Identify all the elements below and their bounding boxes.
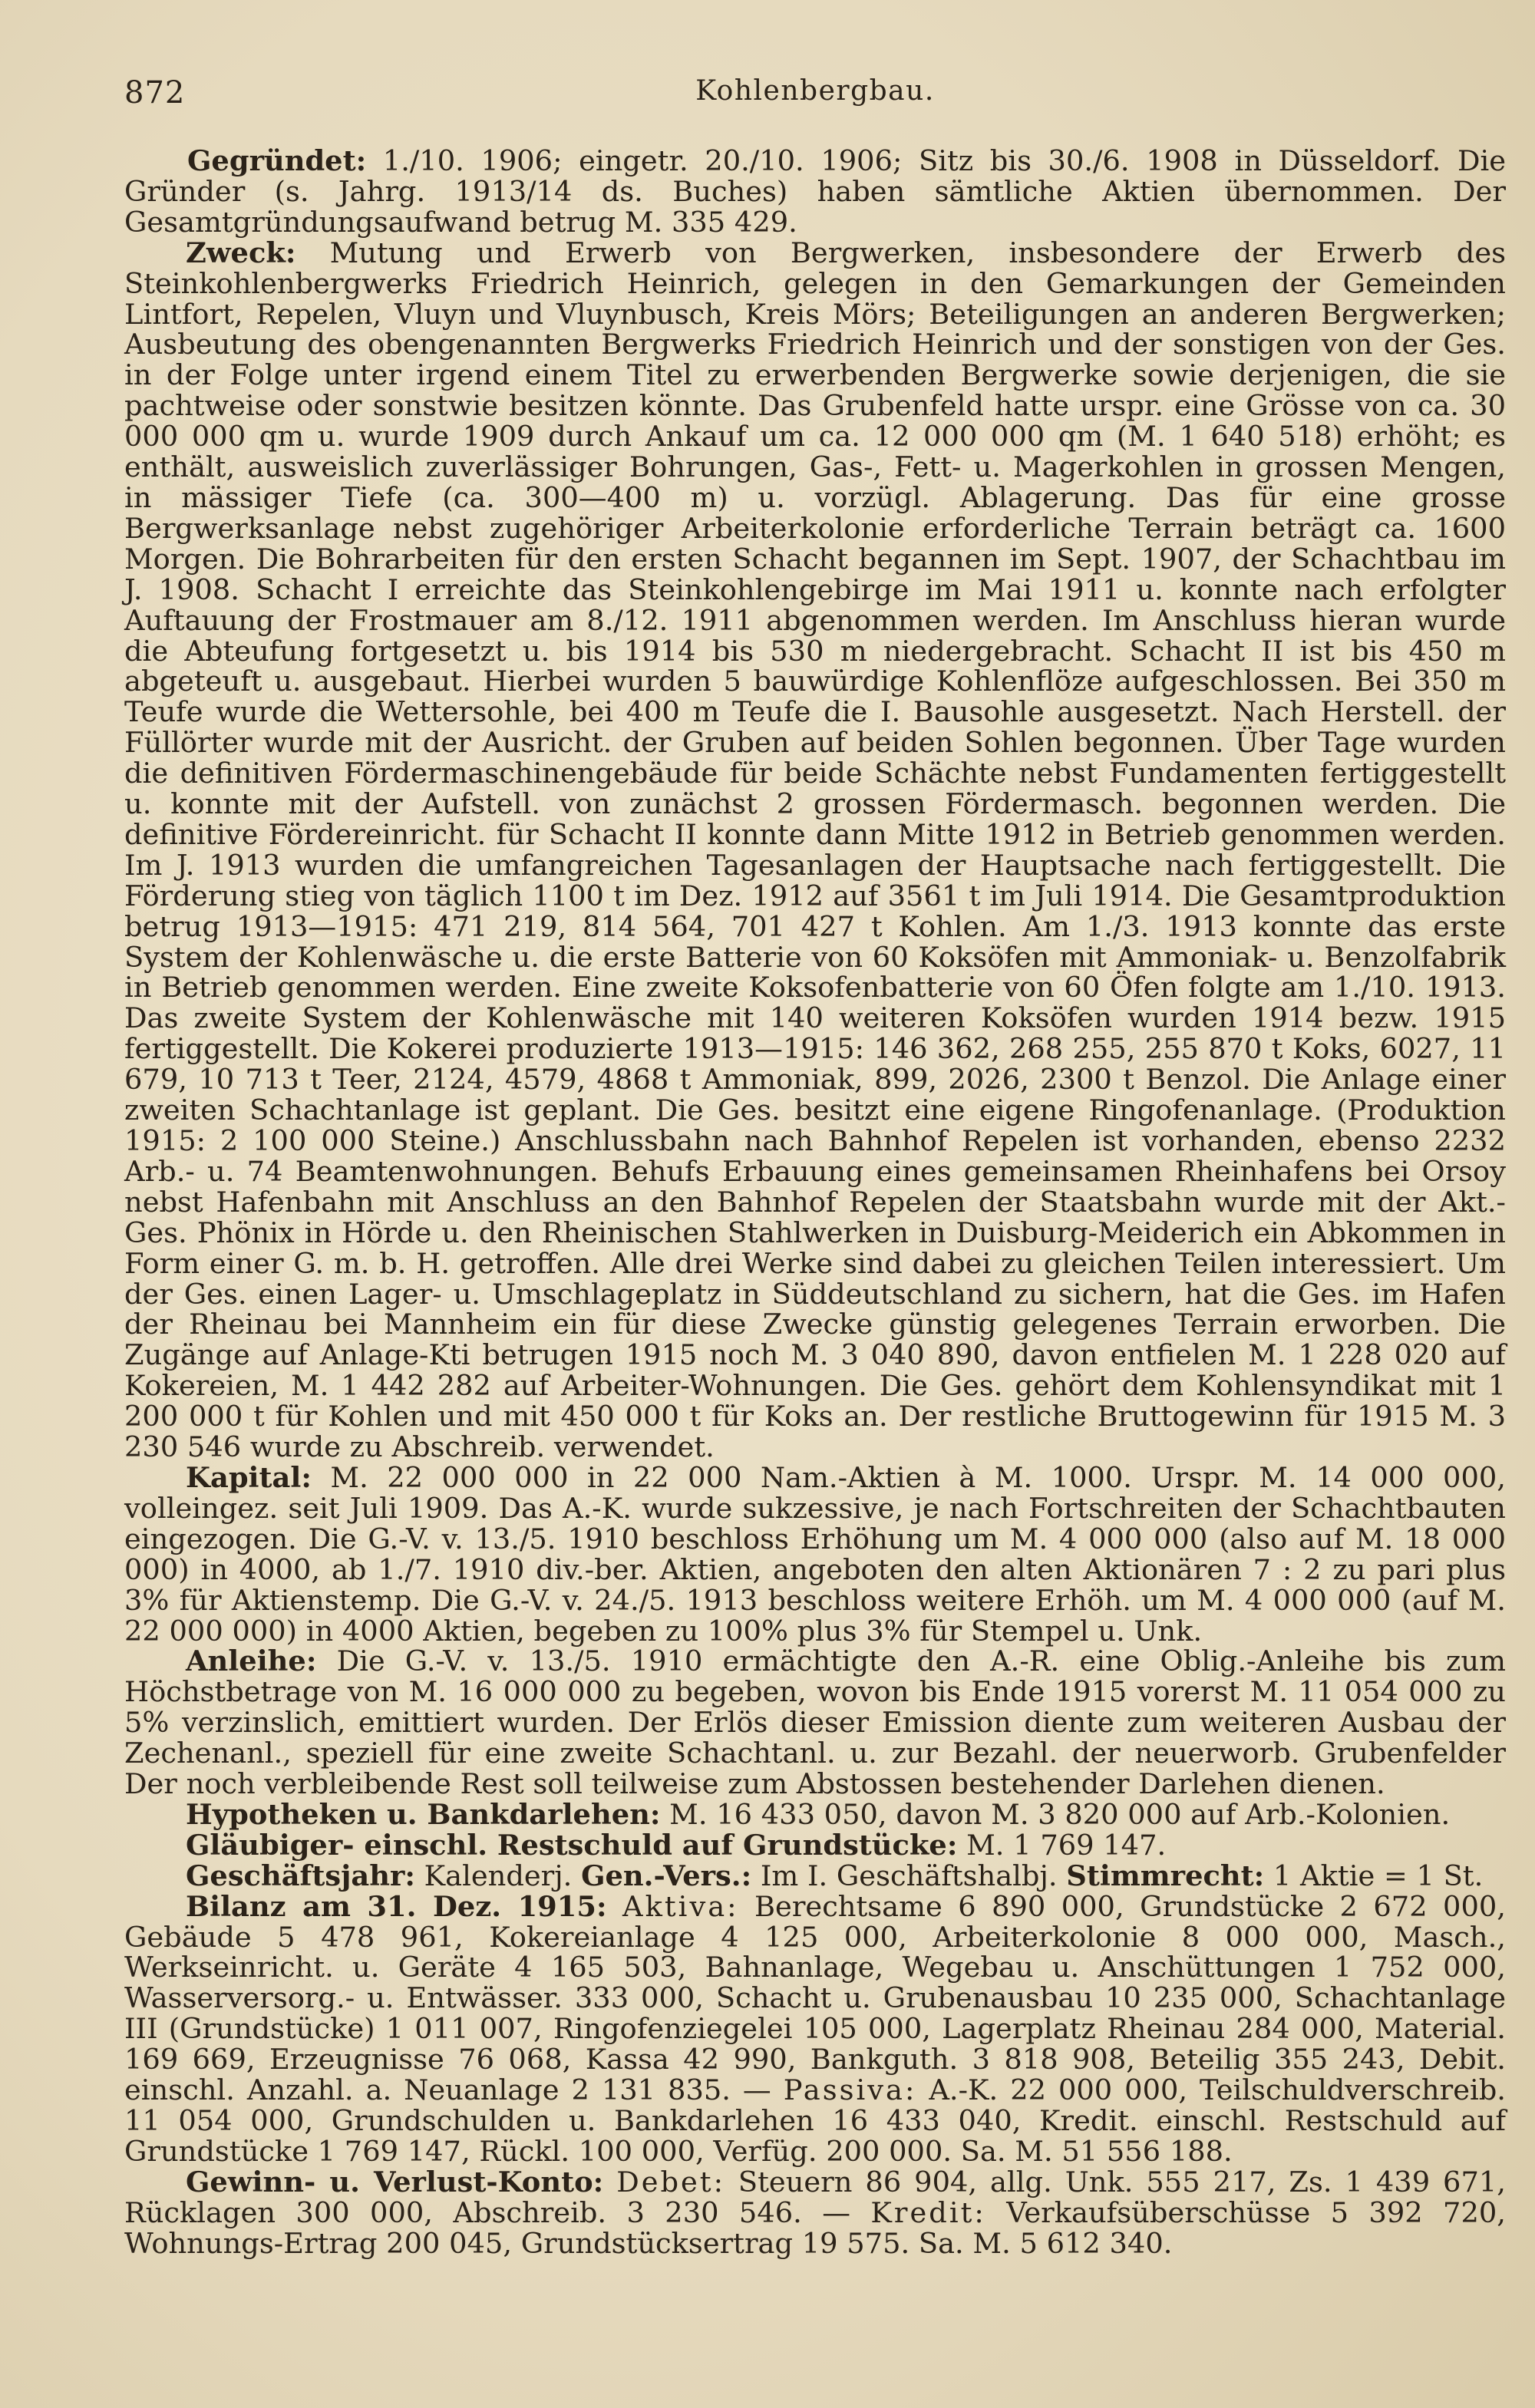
section-label: Hypotheken u. Bankdarlehen: bbox=[186, 1796, 661, 1831]
paragraph-text: Berechtsame 6 890 000, Grundstücke 2 672 000, Gebäude 5 478 961, Kokereianlage 4 125 000, Arbeiterkolonie 8 000 000, Masch., Werkseinricht. u. Geräte 4 165 503, Bahnanlage, Wegebau u. Anschüttungen 1 752 000, Wasserversorg.- u. Entwässer. 333 000, Schacht u. Grubenausbau 10 235 000, Schachtanlage III (Grundstücke) 1 011 007, Ringofenziegelei 105 000, Lagerplatz Rheinau 284 000, Material. 169 669, Erzeugnisse 76 068, Kassa 42 990, Bankguth. 3 818 908, Beteilig 355 243, Debit. einschl. Anzahl. a. Neuanlage 2 131 835. — bbox=[124, 1889, 1506, 2107]
section-label: Gen.-Vers.: bbox=[581, 1858, 752, 1892]
paragraph-text: 1./10. 1906; eingetr. 20./10. 1906; Sitz bis 30./6. 1908 in Düsseldorf. Die Gründer (s. Jahrg. 1913/14 ds. Buches) haben sämtliche Aktien übernommen. Der Gesamtgründungsaufwand betrug M. 335 429. bbox=[124, 144, 1506, 239]
paragraph-geschaeftsjahr bbox=[124, 1858, 1506, 1892]
paragraph-text: 1 Aktie = 1 St. bbox=[1264, 1859, 1484, 1892]
section-label: Gläubiger- einschl. Restschuld auf Grundstücke: bbox=[186, 1827, 958, 1862]
page-header bbox=[124, 75, 1506, 121]
paragraph-text: Steuern 86 904, allg. Unk. 555 217, Zs. 1 439 671, Rücklagen 300 000, Abschreib. 3 230 546. — bbox=[124, 2165, 1506, 2229]
subsection-label: Passiva: bbox=[783, 2073, 917, 2107]
section-label: Stimmrecht: bbox=[1066, 1858, 1265, 1892]
paragraph-text: M. 1 769 147. bbox=[957, 1828, 1167, 1862]
paragraph-text: Im I. Geschäftshalbj. bbox=[751, 1859, 1067, 1892]
paragraph-text: Die G.-V. v. 13./5. 1910 ermächtigte den A.-R. eine Oblig.-Anleihe bis zum Höchstbetrage von M. 16 000 000 zu begeben, wovon bis Ende 1915 vorerst M. 11 054 000 zu 5% verzinslich, emittiert wurden. Der Erlös dieser Emission diente zum weiteren Ausbau der Zechenanl., speziell für eine zweite Schachtanl. u. zur Bezahl. der neuerworb. Grubenfelder Der noch verbleibende Rest soll teilweise zum Abstossen bestehender Darlehen dienen. bbox=[124, 1644, 1506, 1801]
subsection-label: Debet: bbox=[616, 2165, 725, 2199]
paragraph-zweck bbox=[124, 235, 1506, 1464]
paragraph-gewinn-verlust bbox=[124, 2164, 1506, 2260]
section-label: Bilanz am 31. Dez. 1915: bbox=[186, 1888, 607, 1923]
section-label: Gewinn- u. Verlust-Konto: bbox=[186, 2164, 604, 2199]
subsection-label: Kredit: bbox=[870, 2195, 986, 2229]
paragraph-text: A.-K. 22 000 000, Teilschuldverschreib. 11 054 000, Grundschulden u. Bankdarlehen 16 433 040, Kredit. einschl. Restschuld auf Grundstücke 1 769 147, Rückl. 100 000, Verfüg. 200 000. Sa. M. 51 556 188. bbox=[124, 2073, 1506, 2168]
paragraph-text: M. 22 000 000 in 22 000 Nam.-Aktien à M. 1000. Urspr. M. 14 000 000, volleingez. seit Juli 1909. Das A.-K. wurde sukzessive, je nach Fortschreiten der Schachtbauten eingezogen. Die G.-V. v. 13./5. 1910 beschloss Erhöhung um M. 4 000 000 (also auf M. 18 000 000) in 4000, ab 1./7. 1910 div.-ber. Aktien, angeboten den alten Aktionären 7 : 2 zu pari plus 3% für Aktienstemp. Die G.-V. v. 24./5. 1913 beschloss weitere Erhöh. um M. 4 000 000 (auf M. 22 000 000) in 4000 Aktien, begeben zu 100% plus 3% für Stempel u. Unk. bbox=[124, 1460, 1506, 1648]
paragraph-hypotheken bbox=[124, 1796, 1506, 1831]
paragraph-bilanz bbox=[124, 1888, 1506, 2168]
paragraph-text: Mutung und Erwerb von Bergwerken, insbesondere der Erwerb des Steinkohlenbergwerks Friedrich Heinrich, gelegen in den Gemarkungen der Gemeinden Lintfort, Repelen, Vluyn und Vluynbusch, Kreis Mörs; Beteiligungen an anderen Bergwerken; Ausbeutung des obengenannten Bergwerks Friedrich Heinrich und der sonstigen von der Ges. in der Folge unter irgend einem Titel zu erwerbenden Bergwerke sowie derjenigen, die sie pachtweise oder sonstwie besitzen könnte. Das Grubenfeld hatte urspr. eine Grösse von ca. 30 000 000 qm u. wurde 1909 durch Ankauf um ca. 12 000 000 qm (M. 1 640 518) erhöht; es enthält, ausweislich zuverlässiger Bohrungen, Gas-, Fett- u. Magerkohlen in grossen Mengen, in mässiger Tiefe (ca. 300—400 m) u. vorzügl. Ablagerung. Das für eine grosse Bergwerksanlage nebst zugehöriger Arbeiterkolonie erforderliche Terrain beträgt ca. 1600 Morgen. Die Bohrarbeiten für den ersten Schacht begannen im Sept. 1907, der Schachtbau im J. 1908. Schacht I erreichte das Steinkohlengebirge im Mai 1911 u. konnte nach erfolgter Auftauung der Frostmauer am 8./12. 1911 abgenommen werden. Im Anschluss hieran wurde die Abteufung fortgesetzt u. bis 1914 bis 530 m niedergebracht. Schacht II ist bis 450 m abgeteuft u. ausgebaut. Hierbei wurden 5 bauwürdige Kohlenflöze aufgeschlossen. Bei 350 m Teufe wurde die Wettersohle, bei 400 m Teufe die I. Bausohle ausgesetzt. Nach Herstell. der Füllörter wurde mit der Ausricht. der Gruben auf beiden Sohlen begonnen. Über Tage wurden die definitiven Fördermaschinengebäude für beide Schächte nebst Fundamenten fertiggestellt u. konnte mit der Aufstell. von zunächst 2 grossen Fördermasch. begonnen werden. Die definitive Fördereinricht. für Schacht II konnte dann Mitte 1912 in Betrieb genommen werden. Im J. 1913 wurden die umfangreichen Tagesanlagen der Hauptsache nach fertiggestellt. Die Förderung stieg von täglich 1100 t im Dez. 1912 auf 3561 t im Juli 1914. Die Gesamtproduktion betrug 1913—1915: 471 219, 814 564, 701 427 t Kohlen. Am 1./3. 1913 konnte das erste System der Kohlenwäsche u. die erste Batterie von 60 Koksöfen mit Ammoniak- u. Benzolfabrik in Betrieb genommen werden. Eine zweite Koksofenbatterie von 60 Öfen folgte am 1./10. 1913. Das zweite System der Kohlenwäsche mit 140 weiteren Koksöfen wurden 1914 bezw. 1915 fertiggestellt. Die Kokerei produzierte 1913—1915: 146 362, 268 255, 255 870 t Koks, 6027, 11 679, 10 713 t Teer, 2124, 4579, 4868 t Ammoniak, 899, 2026, 2300 t Benzol. Die Anlage einer zweiten Schachtanlage ist geplant. Die Ges. besitzt eine eigene Ringofenanlage. (Produktion 1915: 2 100 000 Steine.) Anschlussbahn nach Bahnhof Repelen ist vorhanden, ebenso 2232 Arb.- u. 74 Beamtenwohnungen. Behufs Erbauung eines gemeinsamen Rheinhafens bei Orsoy nebst Hafenbahn mit Anschluss an den Bahnhof Repelen der Staatsbahn wurde mit der Akt.-Ges. Phönix in Hörde u. den Rheinischen Stahlwerken in Duisburg-Meiderich ein Abkommen in Form einer G. m. b. H. getroffen. Alle drei Werke sind dabei zu gleichen Teilen interessiert. Um der Ges. einen Lager- u. Umschlageplatz in Süddeutschland zu sichern, hat die Ges. im Hafen der Rheinau bei Mannheim ein für diese Zwecke günstig gelegenes Terrain erworben. Die Zugänge auf Anlage-Kti betrugen 1915 noch M. 3 040 890, davon entfielen M. 1 228 020 auf Kokereien, M. 1 442 282 auf Arbeiter-Wohnungen. Die Ges. gehört dem Kohlensyndikat mit 1 200 000 t für Kohlen und mit 450 000 t für Koks an. Der restliche Bruttogewinn für 1915 M. 3 230 546 wurde zu Abschreib. verwendet. bbox=[124, 236, 1506, 1464]
paragraph-glaeubiger bbox=[124, 1827, 1506, 1862]
paragraph-text: M. 16 433 050, davon M. 3 820 000 auf Arb.-Kolonien. bbox=[660, 1797, 1451, 1831]
paragraph-kapital bbox=[124, 1460, 1506, 1648]
section-label: Gegründet: bbox=[187, 143, 367, 177]
section-label: Kapital: bbox=[186, 1460, 312, 1494]
paragraph-anleihe bbox=[124, 1646, 1506, 1799]
section-label: Anleihe: bbox=[186, 1644, 317, 1678]
running-title: Kohlenbergbau. bbox=[695, 75, 935, 107]
paragraph-gegruendet bbox=[124, 143, 1506, 239]
paragraph-text: Kalenderj. bbox=[414, 1859, 582, 1892]
page-number: 872 bbox=[124, 75, 186, 111]
section-label: Zweck: bbox=[186, 235, 296, 269]
document-body bbox=[124, 143, 1506, 2260]
paragraph-text: Verkaufsüberschüsse 5 392 720, Wohnungs-Ertrag 200 045, Grundstücksertrag 19 575. Sa. M. 5 612 340. bbox=[124, 2195, 1506, 2260]
section-label: Geschäftsjahr: bbox=[186, 1858, 415, 1892]
subsection-label: Aktiva: bbox=[622, 1889, 739, 1923]
